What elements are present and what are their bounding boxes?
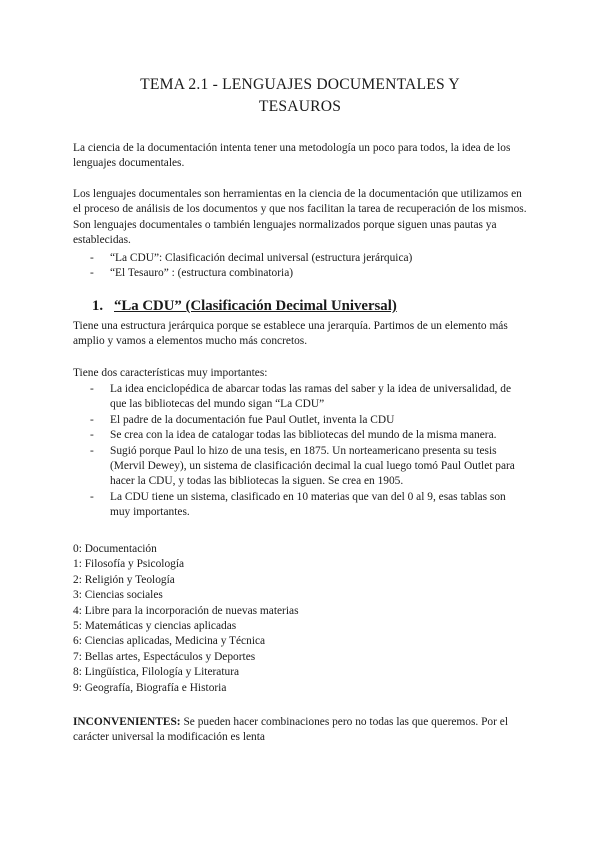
list-item: 5: Matemáticas y ciencias aplicadas [73, 619, 237, 632]
list-item: - La CDU tiene un sistema, clasificado en 10 materias que van del 0 al 9, esas tablas son muy importantes. [90, 490, 506, 519]
cdu-features-list [0, 382, 600, 521]
cdu-subject-table [73, 542, 299, 696]
page-title-line-2: TESAUROS [258, 97, 342, 115]
definition-paragraph: Los lenguajes documentales son herramientas en la ciencia de la documentación que utilizamos en el proceso de análisis de los documentos y que nos facilitan la tarea de recuperación de los mismos. Son lenguajes documentales o también lenguajes normalizados porque siguen unas pautas ya establecidas. [73, 188, 527, 247]
list-item: - El padre de la documentación fue Paul Outlet, inventa la CDU [0, 413, 525, 428]
dash-bullet: - [90, 444, 94, 457]
intro-paragraph: La ciencia de la documentación intenta tener una metodología un poco para todos, la idea de los lenguajes documentales. [73, 142, 511, 170]
list-item: 1: Filosofía y Psicología [73, 558, 185, 571]
list-item: 8: Lingüística, Filología y Literatura [73, 666, 240, 679]
drawbacks-text: Se pueden hacer combinaciones pero no todas las que queremos. Por el carácter universal la modificación es lenta [73, 716, 508, 744]
drawbacks-label: INCONVENIENTES: [73, 716, 181, 728]
dash-bullet: - [90, 490, 94, 503]
dash-bullet: - [90, 383, 94, 395]
document-language-types-list [0, 251, 600, 282]
list-item: - “La CDU”: Clasificación decimal universal (estructura jerárquica) [0, 251, 525, 266]
list-item: - Se crea con la idea de catalogar todas las bibliotecas del mundo de la misma manera. [0, 428, 525, 443]
dash-bullet: - [90, 267, 94, 280]
dash-bullet: - [90, 413, 94, 426]
list-item: 7: Bellas artes, Espectáculos y Deportes [73, 650, 256, 663]
list-item: 9: Geografía, Biografía e Historia [73, 681, 227, 694]
list-item: 2: Religión y Teología [73, 573, 175, 586]
list-item: 3: Ciencias sociales [73, 589, 163, 602]
list-item: - Sugió porque Paul lo hizo de una tesis, en 1875. Un norteamericano presenta su tesis (Mervil Dewey), un sistema de clasificación decimal la cual luego tomó Paul Outlet para hacer la CDU, y todas las bibliotecas la siguen. Se crea en 1905. [90, 444, 515, 488]
list-item: - “El Tesauro” : (estructura combinatoria) [0, 266, 525, 281]
dash-bullet: - [90, 429, 94, 442]
drawbacks-paragraph [73, 715, 528, 746]
list-item: - La idea enciclopédica de abarcar todas las ramas del saber y la idea de universalidad, de que las bibliotecas del mundo sigan “La CDU” [90, 383, 512, 411]
cdu-intro-paragraph: Tiene una estructura jerárquica porque se establece una jerarquía. Partimos de un elemento más amplio y vamos a elementos mucho más concretos. [73, 320, 508, 348]
section-heading-text: “La CDU” (Clasificación Decimal Universal) [114, 298, 397, 314]
list-item: 0: Documentación [73, 543, 157, 555]
section-number: 1. [92, 298, 104, 314]
page-title [60, 74, 540, 117]
page-title-line-1: TEMA 2.1 - LENGUAJES DOCUMENTALES Y [140, 76, 460, 93]
list-item: 6: Ciencias aplicadas, Medicina y Técnica [73, 635, 266, 648]
section-heading-cdu [92, 297, 397, 316]
list-item: 4: Libre para la incorporación de nuevas materias [73, 604, 299, 617]
dash-bullet: - [90, 252, 94, 264]
features-lead: Tiene dos características muy importantes: [73, 367, 268, 379]
